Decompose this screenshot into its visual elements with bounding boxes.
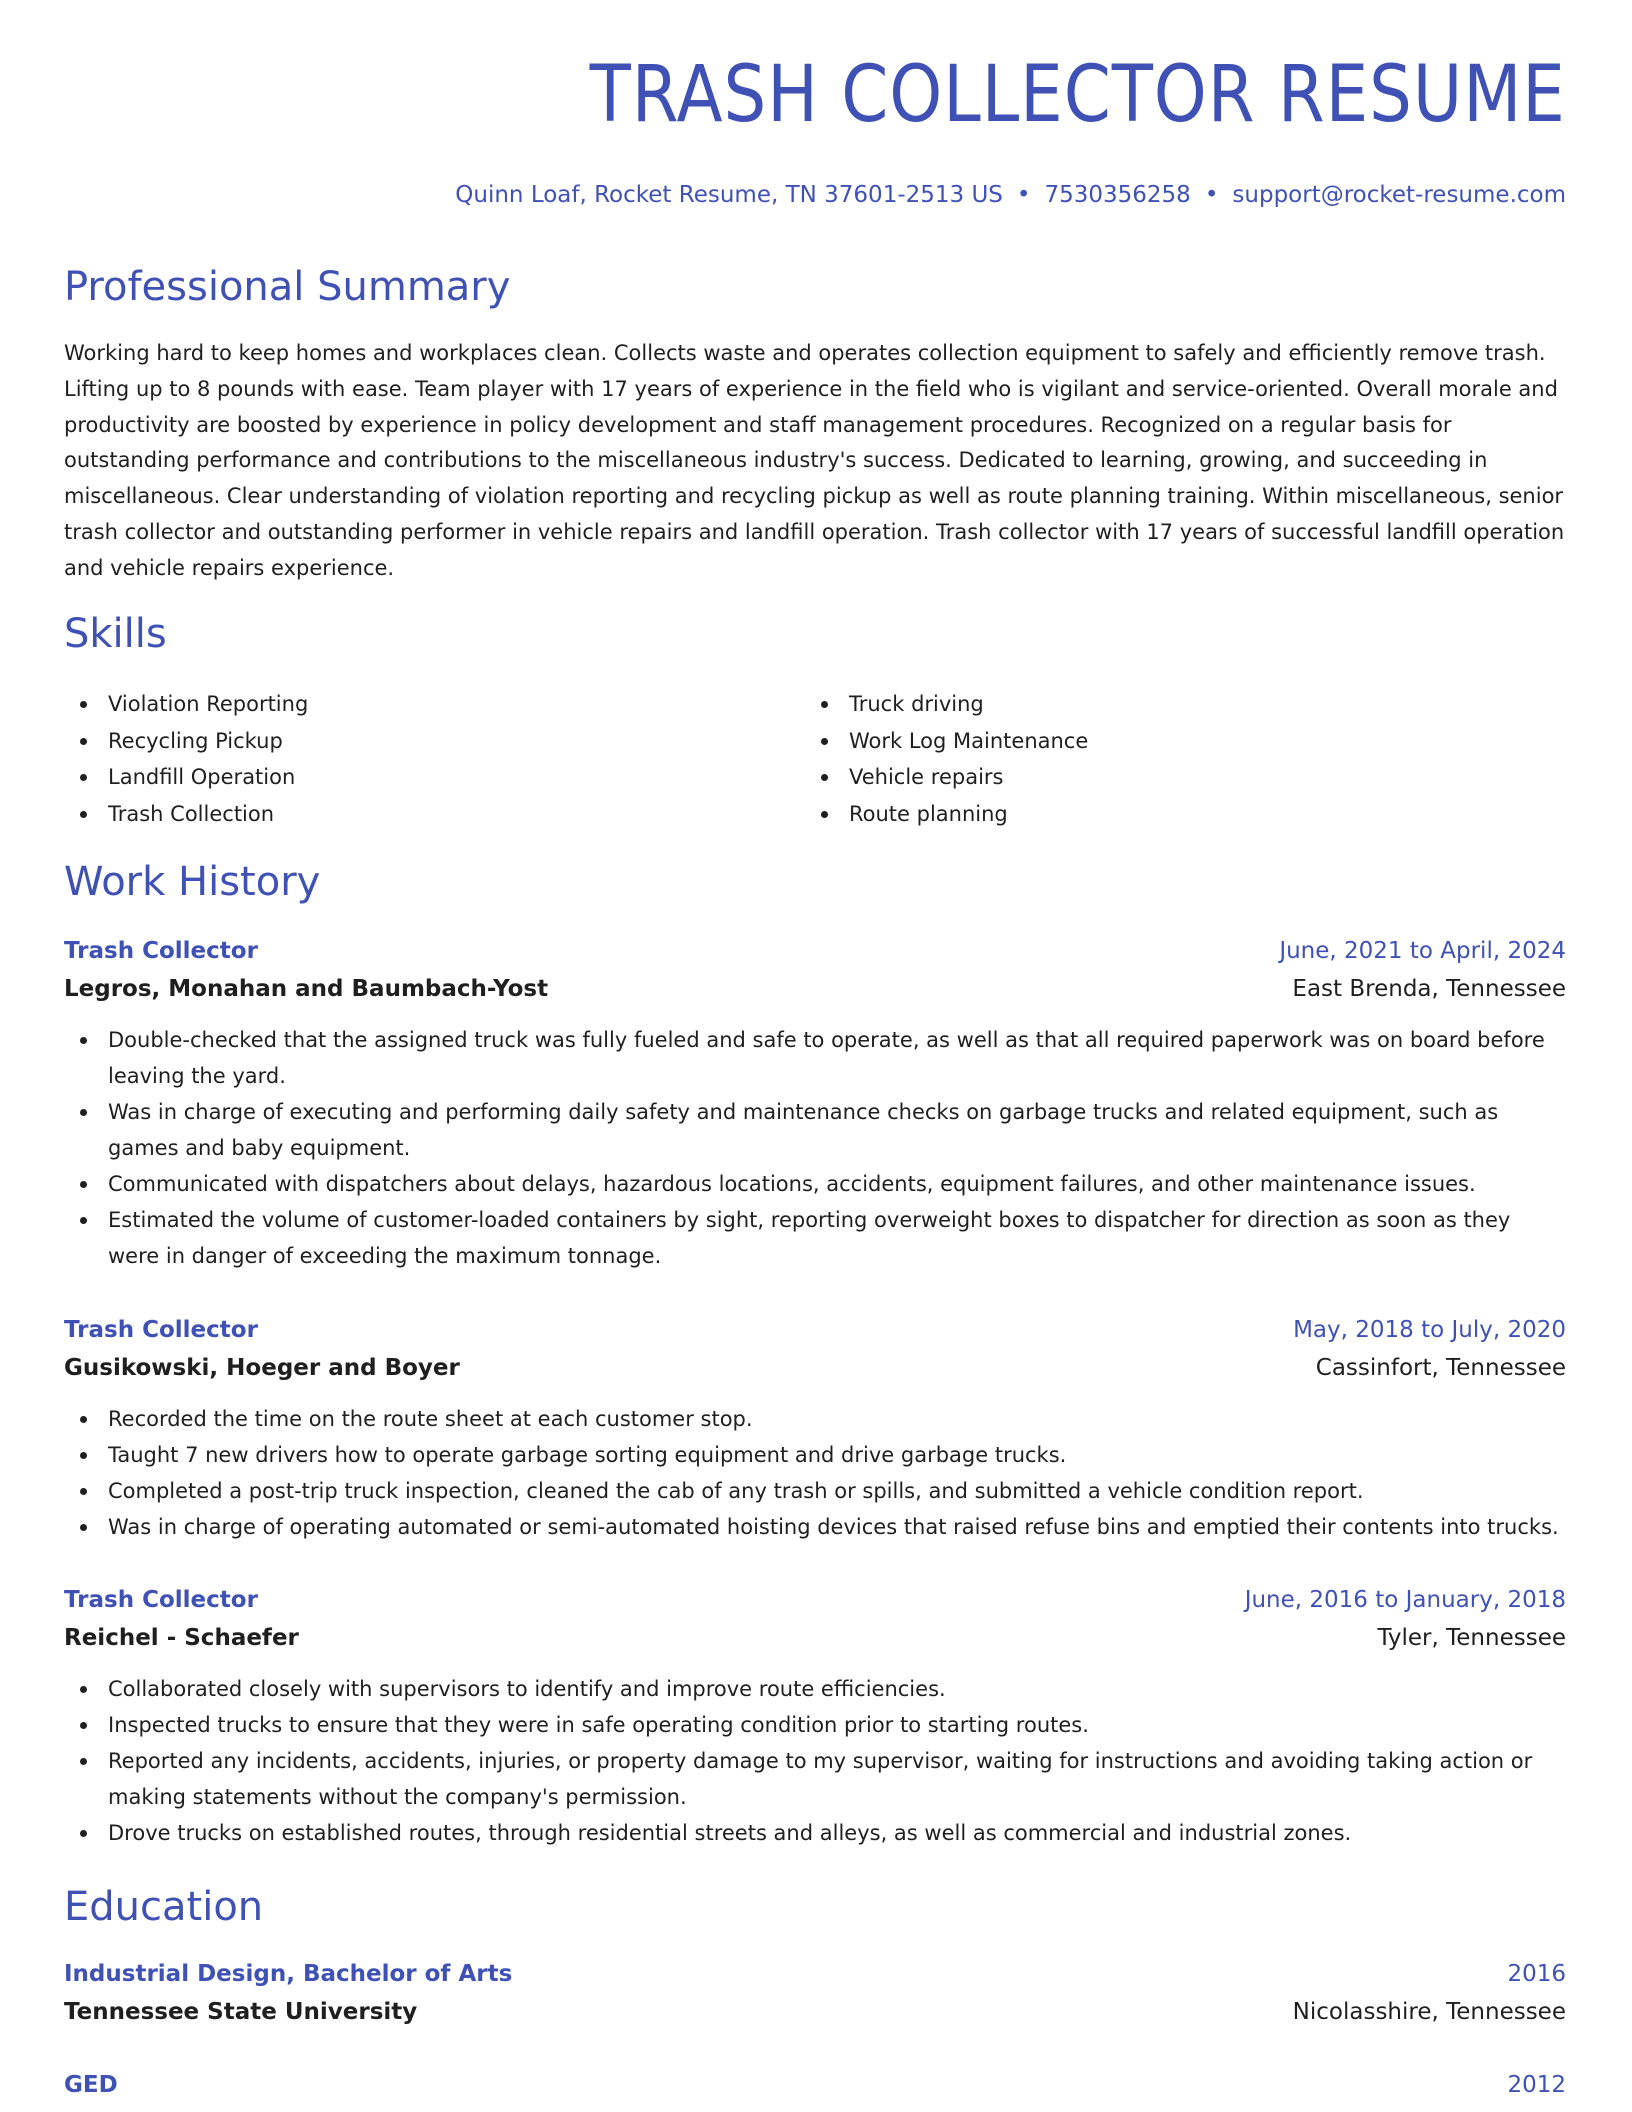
summary-text: Working hard to keep homes and workplaces clean. Collects waste and operates collection equipment to safely and efficiently remove trash. Lifting up to 8 pounds with ease. Team player with 17 years of experience in the field who is vigilant and service-oriented. Overall morale and productivity are boosted by experience in policy development and staff management procedures. Recognized on a regular basis for outstanding performance and contributions to the miscellaneous industry's success. Dedicated to learning, growing, and succeeding in miscellaneous. Clear understanding of violation reporting and recycling pickup as well as route planning training. Within miscellaneous, senior trash collector and outstanding performer in vehicle repairs and landfill operation. Trash collector with 17 years of successful landfill operation and vehicle repairs experience. (64, 341, 1565, 580)
education-degree: GED (64, 2072, 118, 2098)
education-entry (64, 2066, 1566, 2104)
job-bullet: Drove trucks on established routes, through residential streets and alleys, as well as commercial and industrial zones. (64, 1815, 1566, 1851)
job-bullet: Double-checked that the assigned truck was fully fueled and safe to operate, as well as that all required paperwork was on board before leaving the yard. (64, 1022, 1566, 1094)
job-location: Cassinfort, Tennessee (1315, 1355, 1566, 1381)
resume-page (64, 0, 1566, 2112)
section-heading-education: Education (64, 1884, 264, 1930)
skills-list-left (64, 686, 308, 832)
job-title: Trash Collector (64, 1317, 258, 1343)
job-bullet: Reported any incidents, accidents, injuries, or property damage to my supervisor, waiting for instructions and avoiding taking action or making statements without the company's permission. (64, 1743, 1566, 1815)
skill-item: Truck driving (805, 686, 1088, 723)
job-bullet: Taught 7 new drivers how to operate garbage sorting equipment and drive garbage trucks. (64, 1437, 1566, 1473)
section-heading-work-history: Work History (64, 859, 321, 905)
job-bullet: Completed a post-trip truck inspection, cleaned the cab of any trash or spills, and submitted a vehicle condition report. (64, 1473, 1566, 1509)
job-location: East Brenda, Tennessee (1292, 976, 1566, 1002)
contact-email: support@rocket-resume.com (1232, 182, 1566, 208)
education-school: Tennessee State University (64, 1999, 418, 2025)
section-heading-summary: Professional Summary (64, 264, 511, 310)
education-location: Nicolasshire, Tennessee (1292, 1999, 1566, 2025)
education-entry (64, 1955, 1566, 2031)
job-bullet: Recorded the time on the route sheet at each customer stop. (64, 1401, 1566, 1437)
job-location: Tyler, Tennessee (1377, 1625, 1566, 1651)
job-bullet: Inspected trucks to ensure that they were in safe operating condition prior to starting routes. (64, 1707, 1566, 1743)
skill-item: Recycling Pickup (64, 723, 308, 760)
job-entry (64, 1311, 1566, 1545)
skill-item: Vehicle repairs (805, 759, 1088, 796)
job-bullet: Was in charge of operating automated or semi-automated hoisting devices that raised refuse bins and emptied their contents into trucks. (64, 1509, 1566, 1545)
job-dates: May, 2018 to July, 2020 (1293, 1317, 1566, 1343)
job-bullets (64, 1671, 1566, 1851)
job-bullets (64, 1022, 1566, 1274)
job-company: Reichel - Schaefer (64, 1625, 299, 1651)
job-bullet: Collaborated closely with supervisors to identify and improve route efficiencies. (64, 1671, 1566, 1707)
job-title: Trash Collector (64, 938, 258, 964)
contact-separator: • (1016, 182, 1031, 208)
job-entry (64, 932, 1566, 1274)
skill-item: Violation Reporting (64, 686, 308, 723)
contact-phone: 7530356258 (1044, 182, 1191, 208)
job-bullet: Estimated the volume of customer-loaded containers by sight, reporting overweight boxes to dispatcher for direction as soon as they were in danger of exceeding the maximum tonnage. (64, 1202, 1566, 1274)
education-degree: Industrial Design, Bachelor of Arts (64, 1961, 513, 1987)
skill-item: Route planning (805, 796, 1088, 833)
section-heading-skills: Skills (64, 611, 167, 657)
job-bullet: Was in charge of executing and performing daily safety and maintenance checks on garbage trucks and related equipment, such as games and baby equipment. (64, 1094, 1566, 1166)
education-year: 2016 (1507, 1961, 1566, 1987)
education-year: 2012 (1507, 2072, 1566, 2098)
job-dates: June, 2016 to January, 2018 (1244, 1587, 1566, 1613)
job-bullet: Communicated with dispatchers about delays, hazardous locations, accidents, equipment failures, and other maintenance issues. (64, 1166, 1566, 1202)
job-company: Legros, Monahan and Baumbach-Yost (64, 976, 549, 1002)
resume-title: TRASH COLLECTOR RESUME (589, 50, 1566, 140)
job-bullets (64, 1401, 1566, 1545)
contact-line (455, 184, 1566, 207)
job-title: Trash Collector (64, 1587, 258, 1613)
contact-address: Quinn Loaf, Rocket Resume, TN 37601-2513 US (455, 182, 1003, 208)
skill-item: Work Log Maintenance (805, 723, 1088, 760)
job-company: Gusikowski, Hoeger and Boyer (64, 1355, 460, 1381)
skill-item: Landfill Operation (64, 759, 308, 796)
skills-list-right (805, 686, 1088, 832)
skill-item: Trash Collection (64, 796, 308, 833)
job-entry (64, 1581, 1566, 1851)
job-dates: June, 2021 to April, 2024 (1279, 938, 1566, 964)
contact-separator: • (1204, 182, 1219, 208)
